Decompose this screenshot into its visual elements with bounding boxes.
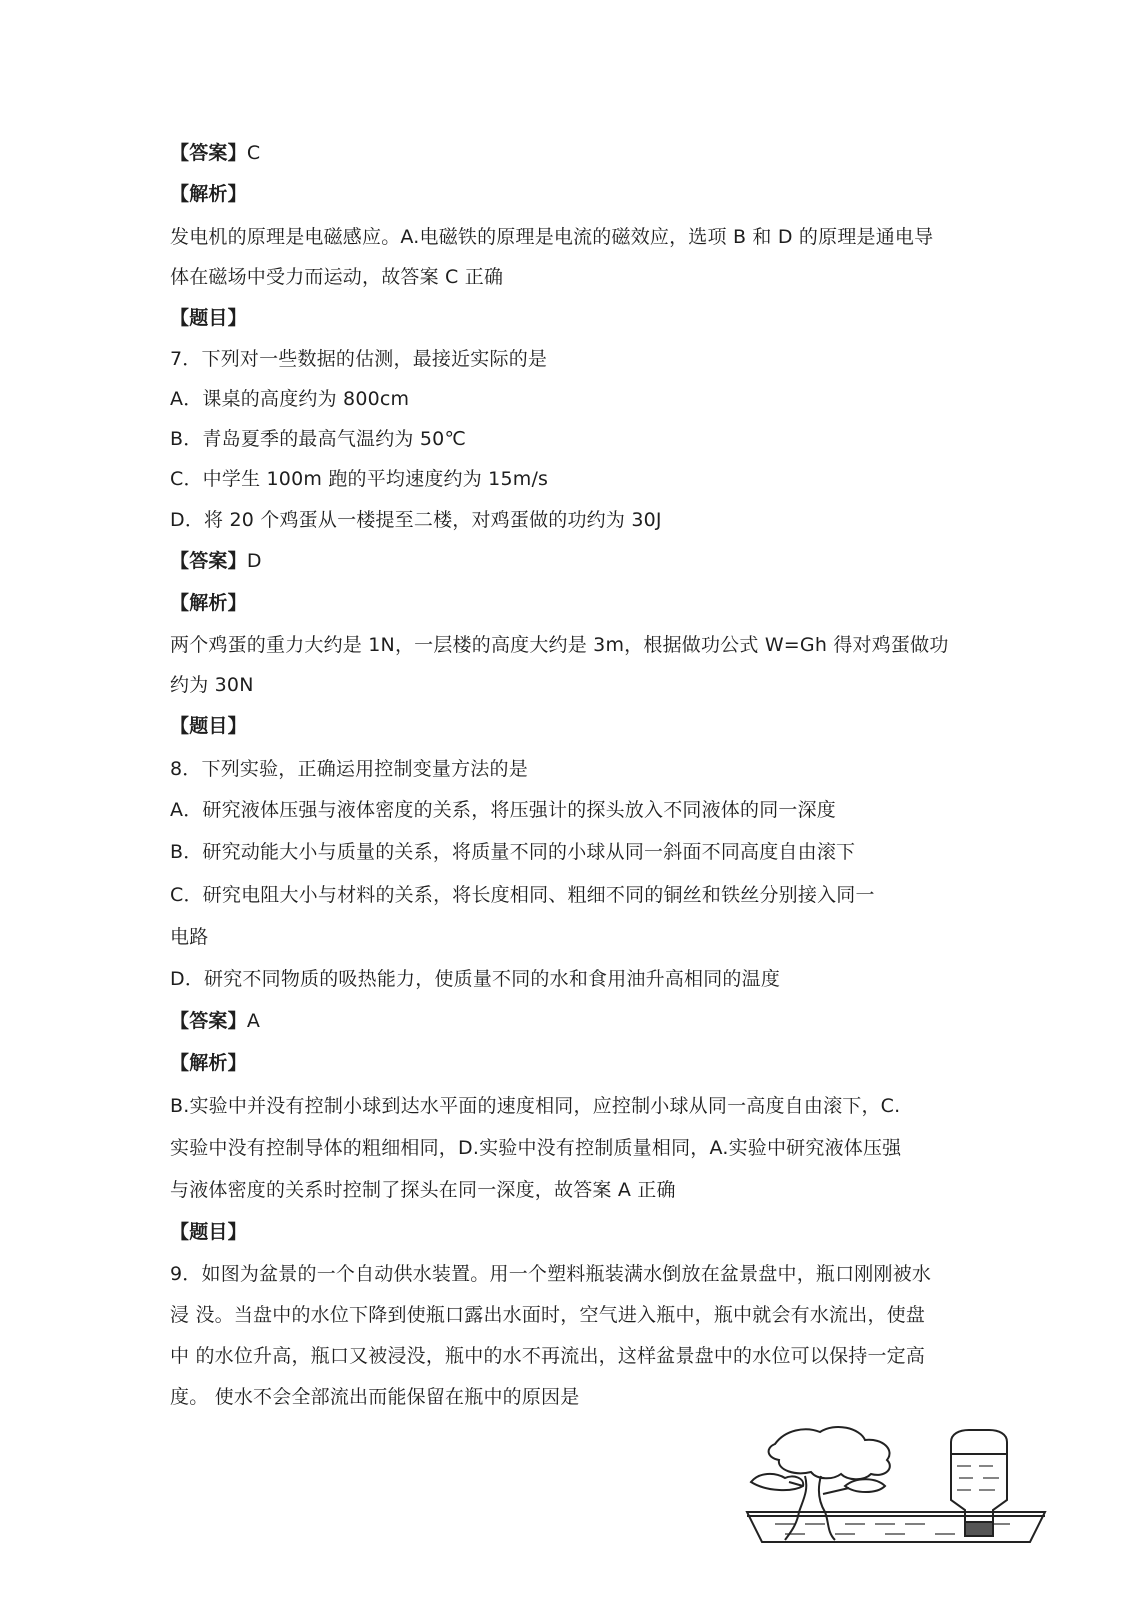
option-c: C．研究电阻大小与材料的关系，将长度相同、粗细不同的铜丝和铁丝分别接入同一 [170,884,875,906]
question-heading: 【题目】 [170,307,247,329]
water-bottle [951,1430,1007,1536]
option-b: B．青岛夏季的最高气温约为 50℃ [170,428,466,450]
analysis-text: 实验中没有控制导体的粗细相同，D.实验中没有控制质量相同，A.实验中研究液体压强 [170,1137,902,1159]
answer-value: A [246,1010,261,1032]
analysis-text: 体在磁场中受力而运动，故答案 C 正确 [170,266,504,288]
answer-value: C [246,142,261,164]
option-d: D．研究不同物质的吸热能力，使质量不同的水和食用油升高相同的温度 [170,968,781,990]
analysis-text: 约为 30N [170,674,254,696]
bonsai-tree [751,1427,890,1540]
analysis-heading: 【解析】 [170,183,247,205]
tray [747,1512,1045,1542]
answer-tag: 【答案】 [170,142,247,164]
analysis-text: 发电机的原理是电磁感应。A.电磁铁的原理是电流的磁效应，选项 B 和 D 的原理是通电导 [170,226,934,248]
option-b: B．研究动能大小与质量的关系，将质量不同的小球从同一斜面不同高度自由滚下 [170,841,856,863]
question-stem: 8．下列实验，正确运用控制变量方法的是 [170,758,528,780]
option-a: A．课桌的高度约为 800cm [170,388,410,410]
option-d: D．将 20 个鸡蛋从一楼提至二楼，对鸡蛋做的功约为 30J [170,509,662,531]
answer-value: D [246,550,262,572]
bottle-water [957,1466,999,1490]
answer-line: 【答案】D [170,550,262,572]
answer-line: 【答案】A [170,1010,261,1032]
analysis-text: 与液体密度的关系时控制了探头在同一深度，故答案 A 正确 [170,1179,676,1201]
option-c-continued: 电路 [170,926,209,948]
question-stem: 浸 没。当盘中的水位下降到使瓶口露出水面时，空气进入瓶中，瓶中就会有水流出，使盘 [170,1304,926,1326]
option-c: C．中学生 100m 跑的平均速度约为 15m/s [170,468,549,490]
question-stem: 度。 使水不会全部流出而能保留在瓶中的原因是 [170,1386,580,1408]
bonsai-water-device-figure [745,1424,1055,1594]
analysis-heading: 【解析】 [170,592,247,614]
option-a: A．研究液体压强与液体密度的关系，将压强计的探头放入不同液体的同一深度 [170,799,836,821]
question-stem: 9．如图为盆景的一个自动供水装置。用一个塑料瓶装满水倒放在盆景盘中，瓶口刚刚被水 [170,1263,932,1285]
question-heading: 【题目】 [170,1221,247,1243]
question-heading: 【题目】 [170,715,247,737]
analysis-text: B.实验中并没有控制小球到达水平面的速度相同，应控制小球从同一高度自由滚下，C. [170,1095,901,1117]
analysis-heading: 【解析】 [170,1052,247,1074]
analysis-text: 两个鸡蛋的重力大约是 1N，一层楼的高度大约是 3m，根据做功公式 W=Gh 得对鸡蛋做功 [170,634,949,656]
question-stem: 中 的水位升高，瓶口又被浸没，瓶中的水不再流出，这样盆景盘中的水位可以保持一定高 [170,1345,926,1367]
question-stem: 7．下列对一些数据的估测，最接近实际的是 [170,348,548,370]
answer-line [170,140,260,166]
